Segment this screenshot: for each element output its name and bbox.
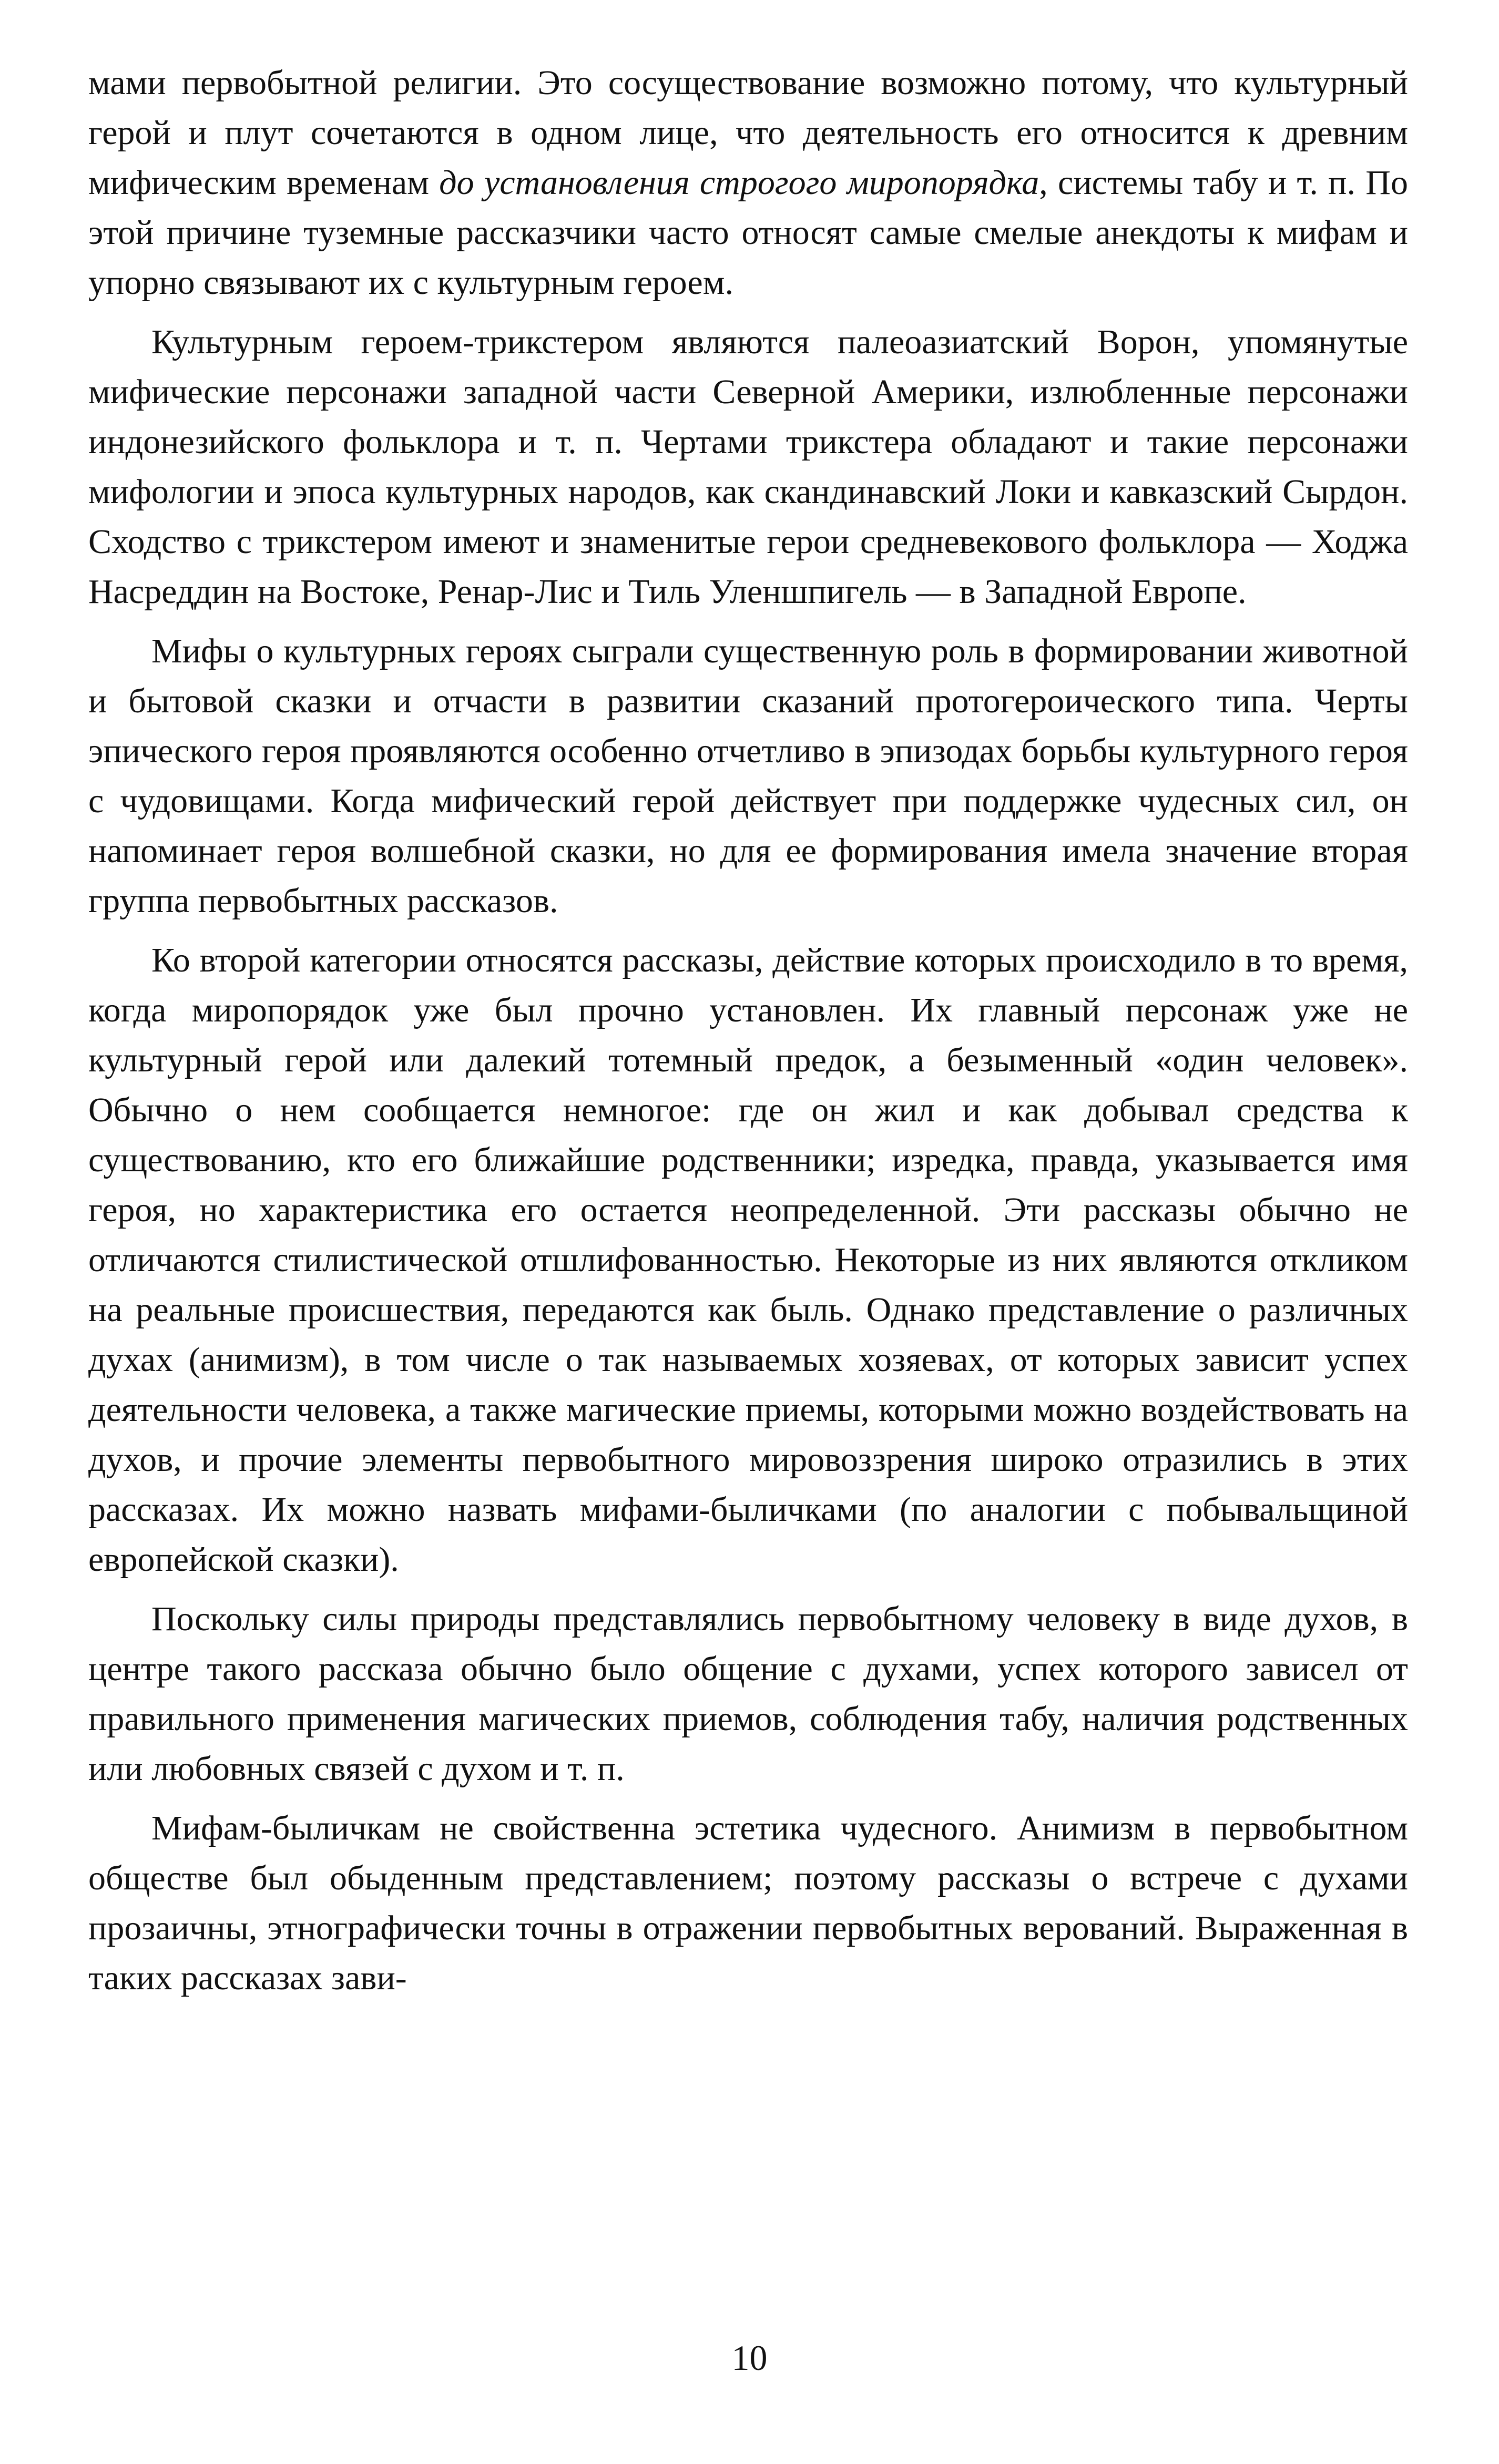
paragraph-1-text-a: мами первобытной религии. Это сосуществование возможно потому, что культурный герой и плут сочетаются в одном лице, что деятельность его относится к древним мифическим временам [88,64,1408,202]
page-number: 10 [731,2338,768,2378]
page-body [88,58,1408,2012]
paragraph-1 [88,58,1408,308]
paragraph-1-text-b: , системы табу и т. п. По этой причине туземные рассказчики часто относят самые смелые анекдоты к мифам и упорно связывают их с культурным героем. [88,163,1408,302]
paragraph-3: Мифы о культурных героях сыграли существенную роль в формировании животной и бытовой сказки и отчасти в развитии сказаний протогероического типа. Черты эпического героя проявляются особенно отчетливо в эпизодах борьбы культурного героя с чудовищами. Когда мифический герой действует при поддержке чудесных сил, он напоминает героя волшебной сказки, но для ее формирования имела значение вторая группа первобытных рассказов. [88,632,1408,920]
paragraph-4: Ко второй категории относятся рассказы, действие которых происходило в то время, когда миропорядок уже был прочно установлен. Их главный персонаж уже не культурный герой или далекий тотемный предок, а безыменный «один человек». Обычно о нем сообщается немногое: где он жил и как добывал средства к существованию, кто его ближайшие родственники; изредка, правда, указывается имя героя, но характеристика его остается неопределенной. Эти рассказы обычно не отличаются стилистической отшлифованностью. Некоторые из них являются откликом на реальные происшествия, передаются как быль. Однако представление о различных духах (анимизм), в том числе о так называемых хозяевах, от которых зависит успех деятельности человека, а также магические приемы, которыми можно воздействовать на духов, и прочие элементы первобытного мировоззрения широко отразились в этих рассказах. Их можно назвать мифами-быличками (по аналогии с побывальщиной европейской сказки). [88,941,1408,1579]
paragraph-2: Культурным героем-трикстером являются палеоазиатский Ворон, упомянутые мифические персонажи западной части Северной Америки, излюбленные персонажи индонезийского фольклора и т. п. Чертами трикстера обладают и такие персонажи мифологии и эпоса культурных народов, как скандинавский Локи и кавказский Сырдон. Сходство с трикстером имеют и знаменитые герои средневекового фольклора — Ходжа Насреддин на Востоке, Ренар-Лис и Тиль Уленшпигель — в Западной Европе. [88,323,1408,611]
paragraph-1-italic-phrase: до установления строгого миропорядка [439,163,1039,202]
paragraph-6: Мифам-быличкам не свойственна эстетика чудесного. Анимизм в первобытном обществе был обыденным представлением; поэтому рассказы о встрече с духами прозаичны, этнографически точны в отражении первобытных верований. Выраженная в таких рассказах зави- [88,1809,1408,1997]
paragraph-5: Поскольку силы природы представлялись первобытному человеку в виде духов, в центре такого рассказа обычно было общение с духами, успех которого зависел от правильного применения магических приемов, соблюдения табу, наличия родственных или любовных связей с духом и т. п. [88,1600,1408,1788]
